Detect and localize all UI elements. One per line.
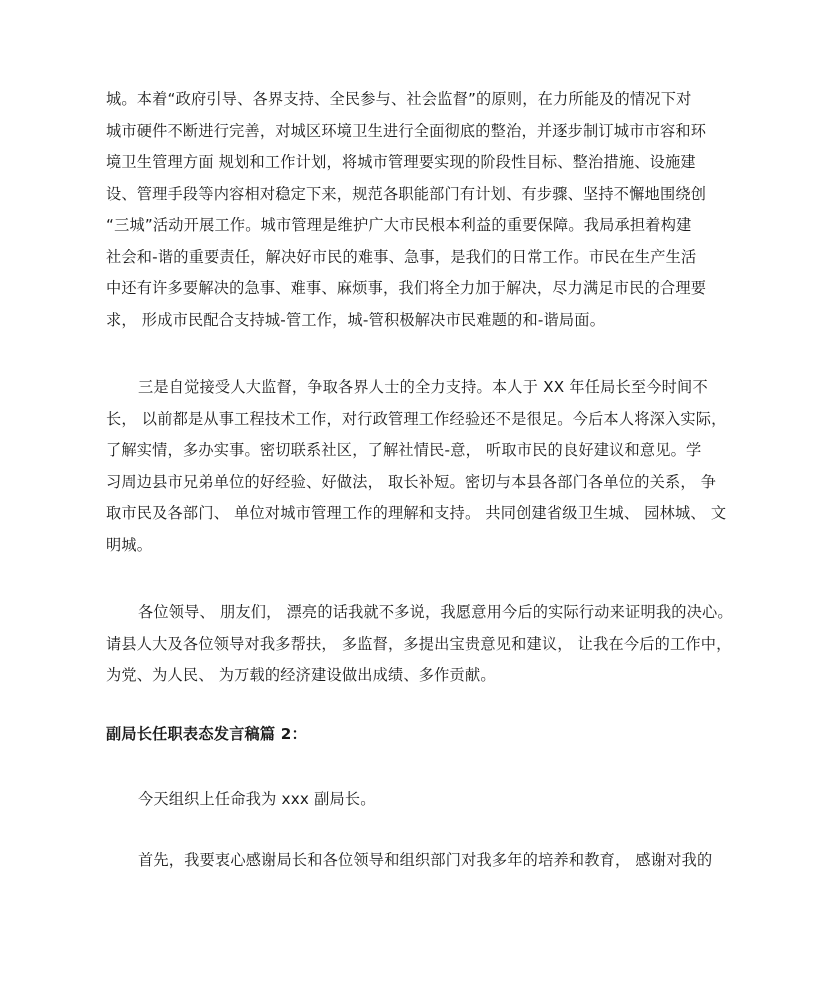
- text-line: 首先，我要衷心感谢局长和各位领导和组织部门对我多年的培养和教育， 感谢对我的: [138, 851, 713, 869]
- text-line: 中还有许多要解决的急事、难事、麻烦事，我们将全力加于解决，尽力满足市民的合理要: [106, 279, 707, 297]
- text-line: 了解实情，多办实事。密切联系社区，了解社情民-意， 听取市民的良好建议和意见。学: [106, 441, 702, 459]
- paragraph-continuation: [106, 84, 736, 336]
- text-line: 取市民及各部门、 单位对城市管理工作的理解和支持。 共同创建省级卫生城、 园林城、 文: [106, 504, 727, 522]
- text-line: 各位领导、 朋友们， 漂亮的话我就不多说，我愿意用今后的实际行动来证明我的决心。: [138, 603, 733, 621]
- text-line: 为党、为人民、 为万载的经济建设做出成绩、多作贡献。: [106, 666, 496, 684]
- paragraph-supervision: [106, 372, 736, 561]
- text-line: 请县人大及各位领导对我多帮扶， 多监督，多提出宝贵意见和建议， 让我在今后的工作中，: [106, 634, 732, 653]
- text-line: 城。本着“政府引导、各界支持、全民参与、社会监督”的原则，在力所能及的情况下对: [106, 90, 692, 108]
- text-line: 城市硬件不断进行完善，对城区环境卫生进行全面彻底的整治，并逐步制订城市市容和环: [106, 121, 707, 140]
- text-line: 三是自觉接受人大监督，争取各界人士的全力支持。本人于 XX 年任局长至今时间不: [138, 378, 708, 396]
- text-line: “三城”活动开展工作。城市管理是维护广大市民根本利益的重要保障。我局承担着构建: [106, 216, 692, 234]
- text-line: 社会和-谐的重要责任，解决好市民的难事、急事，是我们的日常工作。市民在生产生活: [106, 247, 697, 266]
- paragraph-closing: [106, 597, 736, 692]
- text-line: 明城。: [106, 535, 153, 554]
- section-heading: 副局长任职表态发言稿篇 2：: [106, 725, 307, 743]
- paragraph-appointment: [106, 784, 736, 816]
- text-line: 境卫生管理方面 规划和工作计划，将城市管理要实现的阶段性目标、整治措施、设施建: [106, 153, 696, 171]
- text-line: 今天组织上任命我为 xxx 副局长。: [138, 790, 376, 808]
- text-line: 长， 以前都是从事工程技术工作，对行政管理工作经验还不是很足。今后本人将深入实际，: [106, 409, 727, 428]
- text-line: 习周边县市兄弟单位的好经验、好做法， 取长补短。密切与本县各部门各单位的关系， 争: [106, 472, 717, 491]
- text-line: 求， 形成市民配合支持城-管工作，城-管积极解决市民难题的和-谐局面。: [106, 310, 606, 329]
- watermark: ​: [364, 353, 417, 428]
- text-line: 设、管理手段等内容相对稳定下来，规范各职能部门有计划、有步骤、坚持不懈地围绕创: [106, 184, 707, 203]
- paragraph-thanks: [106, 845, 736, 877]
